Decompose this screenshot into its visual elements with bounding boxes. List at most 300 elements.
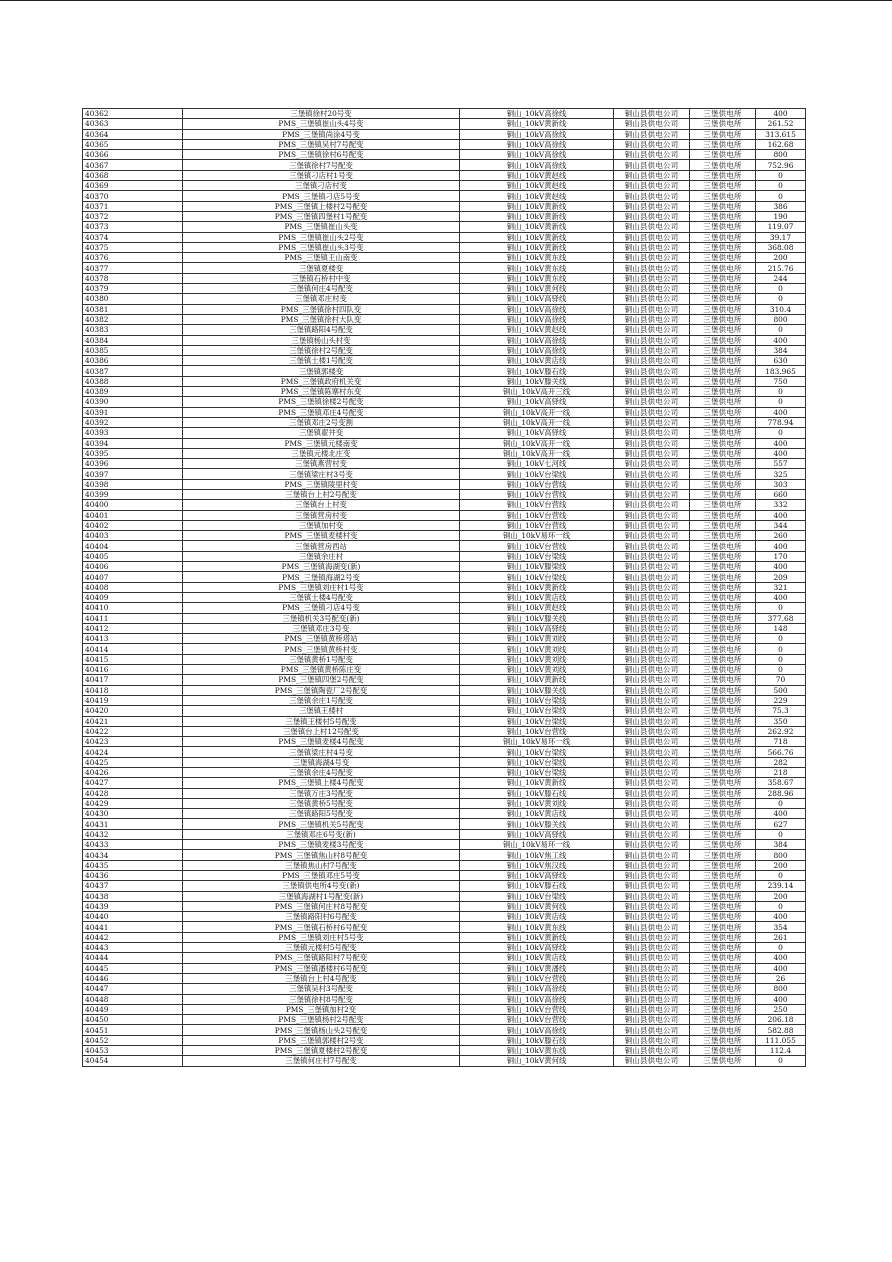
- feeder-line-cell: 铜山_10kV台营线: [460, 510, 614, 520]
- company-cell: 铜山县供电公司: [614, 428, 690, 438]
- row-id-cell: 40381: [83, 304, 183, 314]
- feeder-line-cell: 铜山_10kV黄赵线: [460, 603, 614, 613]
- transformer-name-cell: 三堡镇杨山头村变: [183, 335, 460, 345]
- table-row: [83, 747, 806, 757]
- capacity-value-cell: 400: [756, 592, 806, 602]
- company-cell: 铜山县供电公司: [614, 304, 690, 314]
- feeder-line-cell: 铜山_10kV高徐线: [460, 1025, 614, 1035]
- table-row: [83, 551, 806, 561]
- row-id-cell: 40389: [83, 387, 183, 397]
- company-cell: 铜山县供电公司: [614, 479, 690, 489]
- capacity-value-cell: 400: [756, 448, 806, 458]
- row-id-cell: 40397: [83, 469, 183, 479]
- company-cell: 铜山县供电公司: [614, 757, 690, 767]
- company-cell: 铜山县供电公司: [614, 685, 690, 695]
- feeder-line-cell: 铜山_10kV高徐线: [460, 304, 614, 314]
- table-row: [83, 850, 806, 860]
- row-id-cell: 40376: [83, 253, 183, 263]
- transformer-name-cell: PMS_三堡镇崔山头2号变: [183, 232, 460, 242]
- table-row: [83, 325, 806, 335]
- capacity-value-cell: 313.615: [756, 129, 806, 139]
- transformer-name-cell: PMS_三堡镇陈寨村东变: [183, 387, 460, 397]
- station-cell: 三堡供电所: [690, 376, 756, 386]
- feeder-line-cell: 铜山_10kV台梁线: [460, 551, 614, 561]
- station-cell: 三堡供电所: [690, 582, 756, 592]
- transformer-name-cell: PMS_三堡镇石桥村6号配变: [183, 922, 460, 932]
- station-cell: 三堡供电所: [690, 335, 756, 345]
- company-cell: 铜山县供电公司: [614, 891, 690, 901]
- company-cell: 铜山县供电公司: [614, 407, 690, 417]
- feeder-line-cell: 铜山_10kV高开一线: [460, 417, 614, 427]
- table-row: [83, 562, 806, 572]
- capacity-value-cell: 321: [756, 582, 806, 592]
- transformer-name-cell: PMS_三堡镇黄桥村变: [183, 644, 460, 654]
- company-cell: 铜山县供电公司: [614, 109, 690, 119]
- transformer-name-cell: PMS_三堡镇海湖变(新): [183, 562, 460, 572]
- capacity-value-cell: 148: [756, 623, 806, 633]
- transformer-name-cell: PMS_三堡镇路阳村7号配变: [183, 953, 460, 963]
- table-row: [83, 819, 806, 829]
- feeder-line-cell: 铜山_10kV高徐线: [460, 335, 614, 345]
- row-id-cell: 40416: [83, 665, 183, 675]
- company-cell: 铜山县供电公司: [614, 695, 690, 705]
- company-cell: 铜山县供电公司: [614, 345, 690, 355]
- station-cell: 三堡供电所: [690, 119, 756, 129]
- table-row: [83, 1056, 806, 1066]
- company-cell: 铜山县供电公司: [614, 232, 690, 242]
- row-id-cell: 40363: [83, 119, 183, 129]
- capacity-value-cell: 500: [756, 685, 806, 695]
- transformer-name-cell: 三堡镇黄桥1号配变: [183, 654, 460, 664]
- feeder-line-cell: 铜山_10kV黄何线: [460, 284, 614, 294]
- capacity-value-cell: 0: [756, 603, 806, 613]
- table-row: [83, 1035, 806, 1045]
- transformer-name-cell: 三堡镇供电所4号变(新): [183, 881, 460, 891]
- row-id-cell: 40444: [83, 953, 183, 963]
- table-row: [83, 675, 806, 685]
- company-cell: 铜山县供电公司: [614, 335, 690, 345]
- capacity-value-cell: 400: [756, 438, 806, 448]
- company-cell: 铜山县供电公司: [614, 489, 690, 499]
- row-id-cell: 40386: [83, 356, 183, 366]
- capacity-value-cell: 752.96: [756, 160, 806, 170]
- row-id-cell: 40372: [83, 211, 183, 221]
- capacity-value-cell: 377.68: [756, 613, 806, 623]
- transformer-name-cell: PMS_三堡镇刘庄村5号变: [183, 932, 460, 942]
- company-cell: 铜山县供电公司: [614, 541, 690, 551]
- feeder-line-cell: 铜山_10kV台营线: [460, 520, 614, 530]
- table-row: [83, 768, 806, 778]
- table-row: [83, 479, 806, 489]
- capacity-value-cell: 400: [756, 510, 806, 520]
- company-cell: 铜山县供电公司: [614, 551, 690, 561]
- feeder-line-cell: 铜山_10kV黄店线: [460, 592, 614, 602]
- capacity-value-cell: 111.055: [756, 1035, 806, 1045]
- station-cell: 三堡供电所: [690, 469, 756, 479]
- row-id-cell: 40375: [83, 242, 183, 252]
- transformer-name-cell: PMS_三堡镇上楼4号配变: [183, 778, 460, 788]
- capacity-value-cell: 582.88: [756, 1025, 806, 1035]
- capacity-value-cell: 215.76: [756, 263, 806, 273]
- feeder-line-cell: 铜山_10kV高徐线: [460, 160, 614, 170]
- feeder-line-cell: 铜山_10kV黄刘线: [460, 665, 614, 675]
- capacity-value-cell: 630: [756, 356, 806, 366]
- company-cell: 铜山县供电公司: [614, 634, 690, 644]
- row-id-cell: 40401: [83, 510, 183, 520]
- row-id-cell: 40383: [83, 325, 183, 335]
- station-cell: 三堡供电所: [690, 912, 756, 922]
- row-id-cell: 40405: [83, 551, 183, 561]
- transformer-name-cell: 三堡镇邓庄村变: [183, 294, 460, 304]
- row-id-cell: 40400: [83, 500, 183, 510]
- feeder-line-cell: 铜山_10kV黄新线: [460, 932, 614, 942]
- company-cell: 铜山县供电公司: [614, 973, 690, 983]
- company-cell: 铜山县供电公司: [614, 922, 690, 932]
- company-cell: 铜山县供电公司: [614, 191, 690, 201]
- feeder-line-cell: 铜山_10kV高徐线: [460, 984, 614, 994]
- table-row: [83, 623, 806, 633]
- row-id-cell: 40427: [83, 778, 183, 788]
- row-id-cell: 40412: [83, 623, 183, 633]
- row-id-cell: 40385: [83, 345, 183, 355]
- feeder-line-cell: 铜山_10kV滕梁线: [460, 562, 614, 572]
- transformer-name-cell: 三堡镇营房西站: [183, 541, 460, 551]
- transformer-name-cell: PMS_三堡镇政府机关变: [183, 376, 460, 386]
- transformer-name-cell: 三堡镇台上村4号配变: [183, 973, 460, 983]
- transformer-name-cell: 三堡镇梁庄村3号变: [183, 469, 460, 479]
- feeder-line-cell: 铜山_10kV黄新线: [460, 242, 614, 252]
- capacity-value-cell: 384: [756, 345, 806, 355]
- row-id-cell: 40437: [83, 881, 183, 891]
- transformer-name-cell: PMS_三堡镇杨山头2号配变: [183, 1025, 460, 1035]
- capacity-value-cell: 190: [756, 211, 806, 221]
- row-id-cell: 40362: [83, 109, 183, 119]
- company-cell: 铜山县供电公司: [614, 397, 690, 407]
- company-cell: 铜山县供电公司: [614, 881, 690, 891]
- company-cell: 铜山县供电公司: [614, 840, 690, 850]
- feeder-line-cell: 铜山_10kV黄店线: [460, 809, 614, 819]
- row-id-cell: 40439: [83, 901, 183, 911]
- capacity-value-cell: 778.94: [756, 417, 806, 427]
- row-id-cell: 40438: [83, 891, 183, 901]
- capacity-value-cell: 332: [756, 500, 806, 510]
- station-cell: 三堡供电所: [690, 479, 756, 489]
- capacity-value-cell: 261: [756, 932, 806, 942]
- station-cell: 三堡供电所: [690, 757, 756, 767]
- station-cell: 三堡供电所: [690, 541, 756, 551]
- station-cell: 三堡供电所: [690, 665, 756, 675]
- table-row: [83, 448, 806, 458]
- company-cell: 铜山县供电公司: [614, 263, 690, 273]
- capacity-value-cell: 0: [756, 181, 806, 191]
- company-cell: 铜山县供电公司: [614, 520, 690, 530]
- row-id-cell: 40408: [83, 582, 183, 592]
- feeder-line-cell: 铜山_10kV黄赵线: [460, 170, 614, 180]
- table-row: [83, 1046, 806, 1056]
- row-id-cell: 40411: [83, 613, 183, 623]
- capacity-value-cell: 262.92: [756, 726, 806, 736]
- feeder-line-cell: 铜山_10kV黄店线: [460, 953, 614, 963]
- company-cell: 铜山县供电公司: [614, 242, 690, 252]
- station-cell: 三堡供电所: [690, 263, 756, 273]
- company-cell: 铜山县供电公司: [614, 284, 690, 294]
- company-cell: 铜山县供电公司: [614, 417, 690, 427]
- company-cell: 铜山县供电公司: [614, 314, 690, 324]
- capacity-value-cell: 400: [756, 109, 806, 119]
- table-row: [83, 531, 806, 541]
- company-cell: 铜山县供电公司: [614, 253, 690, 263]
- feeder-line-cell: 铜山_10kV高徐线: [460, 150, 614, 160]
- company-cell: 铜山县供电公司: [614, 1056, 690, 1066]
- transformer-name-cell: 三堡镇万庄3号配变: [183, 788, 460, 798]
- station-cell: 三堡供电所: [690, 356, 756, 366]
- capacity-value-cell: 800: [756, 314, 806, 324]
- capacity-value-cell: 0: [756, 644, 806, 654]
- company-cell: 铜山县供电公司: [614, 665, 690, 675]
- station-cell: 三堡供电所: [690, 819, 756, 829]
- row-id-cell: 40410: [83, 603, 183, 613]
- station-cell: 三堡供电所: [690, 891, 756, 901]
- company-cell: 铜山县供电公司: [614, 366, 690, 376]
- feeder-line-cell: 铜山_10kV黄刘线: [460, 798, 614, 808]
- transformer-name-cell: 三堡镇何庄4号配变: [183, 284, 460, 294]
- transformer-name-cell: 三堡镇王楼村5号配变: [183, 716, 460, 726]
- feeder-line-cell: 铜山_10kV滕石线: [460, 788, 614, 798]
- feeder-line-cell: 铜山_10kV台营线: [460, 1004, 614, 1014]
- table-row: [83, 304, 806, 314]
- row-id-cell: 40436: [83, 870, 183, 880]
- table-row: [83, 943, 806, 953]
- feeder-line-cell: 铜山_10kV高开三线: [460, 387, 614, 397]
- table-row: [83, 150, 806, 160]
- station-cell: 三堡供电所: [690, 747, 756, 757]
- capacity-value-cell: 0: [756, 170, 806, 180]
- transformer-name-cell: PMS_三堡镇杨村2号配变: [183, 1015, 460, 1025]
- feeder-line-cell: 铜山_10kV高徐线: [460, 345, 614, 355]
- transformer-name-cell: 三堡镇路阳4号配变: [183, 325, 460, 335]
- table-row: [83, 181, 806, 191]
- row-id-cell: 40435: [83, 860, 183, 870]
- station-cell: 三堡供电所: [690, 345, 756, 355]
- station-cell: 三堡供电所: [690, 850, 756, 860]
- transformer-name-cell: 三堡镇台上村12号配变: [183, 726, 460, 736]
- transformer-name-cell: PMS_三堡镇徐村大队变: [183, 314, 460, 324]
- capacity-value-cell: 218: [756, 768, 806, 778]
- table-row: [83, 541, 806, 551]
- feeder-line-cell: 铜山_10kV黄新线: [460, 119, 614, 129]
- transformer-name-cell: 三堡镇刁店村变: [183, 181, 460, 191]
- company-cell: 铜山县供电公司: [614, 510, 690, 520]
- company-cell: 铜山县供电公司: [614, 953, 690, 963]
- company-cell: 铜山县供电公司: [614, 850, 690, 860]
- capacity-value-cell: 400: [756, 994, 806, 1004]
- station-cell: 三堡供电所: [690, 489, 756, 499]
- capacity-value-cell: 0: [756, 829, 806, 839]
- transformer-name-cell: 三堡镇余庄1号配变: [183, 695, 460, 705]
- company-cell: 铜山县供电公司: [614, 211, 690, 221]
- row-id-cell: 40390: [83, 397, 183, 407]
- station-cell: 三堡供电所: [690, 520, 756, 530]
- company-cell: 铜山县供电公司: [614, 809, 690, 819]
- station-cell: 三堡供电所: [690, 1025, 756, 1035]
- station-cell: 三堡供电所: [690, 459, 756, 469]
- capacity-value-cell: 0: [756, 654, 806, 664]
- feeder-line-cell: 铜山_10kV焦汉线: [460, 860, 614, 870]
- transformer-name-cell: 三堡镇王楼村: [183, 706, 460, 716]
- capacity-value-cell: 0: [756, 798, 806, 808]
- station-cell: 三堡供电所: [690, 1015, 756, 1025]
- table-row: [83, 242, 806, 252]
- table-row: [83, 922, 806, 932]
- row-id-cell: 40428: [83, 788, 183, 798]
- transformer-name-cell: PMS_三堡镇刁店5号变: [183, 191, 460, 201]
- station-cell: 三堡供电所: [690, 881, 756, 891]
- company-cell: 铜山县供电公司: [614, 119, 690, 129]
- capacity-value-cell: 0: [756, 943, 806, 953]
- feeder-line-cell: 铜山_10kV黄赵线: [460, 191, 614, 201]
- station-cell: 三堡供电所: [690, 809, 756, 819]
- table-row: [83, 973, 806, 983]
- row-id-cell: 40430: [83, 809, 183, 819]
- station-cell: 三堡供电所: [690, 716, 756, 726]
- transformer-name-cell: PMS_三堡镇元楼南变: [183, 438, 460, 448]
- feeder-line-cell: 铜山_10kV台营线: [460, 479, 614, 489]
- capacity-value-cell: 750: [756, 376, 806, 386]
- table-row: [83, 139, 806, 149]
- capacity-value-cell: 0: [756, 870, 806, 880]
- row-id-cell: 40429: [83, 798, 183, 808]
- row-id-cell: 40450: [83, 1015, 183, 1025]
- feeder-line-cell: 铜山_10kV台营线: [460, 489, 614, 499]
- company-cell: 铜山县供电公司: [614, 201, 690, 211]
- row-id-cell: 40373: [83, 222, 183, 232]
- feeder-line-cell: 铜山_10kV黄何线: [460, 1056, 614, 1066]
- row-id-cell: 40404: [83, 541, 183, 551]
- transformer-name-cell: 三堡镇台上村变: [183, 500, 460, 510]
- company-cell: 铜山县供电公司: [614, 448, 690, 458]
- transformer-name-cell: PMS_三堡镇四堡2号配变: [183, 675, 460, 685]
- table-row: [83, 881, 806, 891]
- row-id-cell: 40446: [83, 973, 183, 983]
- row-id-cell: 40392: [83, 417, 183, 427]
- station-cell: 三堡供电所: [690, 397, 756, 407]
- station-cell: 三堡供电所: [690, 644, 756, 654]
- feeder-line-cell: 铜山_10kV黄新线: [460, 582, 614, 592]
- company-cell: 铜山县供电公司: [614, 356, 690, 366]
- feeder-line-cell: 铜山_10kV易环一线: [460, 737, 614, 747]
- table-row: [83, 211, 806, 221]
- station-cell: 三堡供电所: [690, 963, 756, 973]
- capacity-value-cell: 354: [756, 922, 806, 932]
- table-row: [83, 356, 806, 366]
- company-cell: 铜山县供电公司: [614, 273, 690, 283]
- company-cell: 铜山县供电公司: [614, 829, 690, 839]
- station-cell: 三堡供电所: [690, 675, 756, 685]
- station-cell: 三堡供电所: [690, 109, 756, 119]
- station-cell: 三堡供电所: [690, 500, 756, 510]
- feeder-line-cell: 铜山_10kV台梁线: [460, 469, 614, 479]
- capacity-value-cell: 206.18: [756, 1015, 806, 1025]
- capacity-value-cell: 244: [756, 273, 806, 283]
- station-cell: 三堡供电所: [690, 932, 756, 942]
- feeder-line-cell: 铜山_10kV高徐线: [460, 129, 614, 139]
- feeder-line-cell: 铜山_10kV高驿线: [460, 294, 614, 304]
- row-id-cell: 40391: [83, 407, 183, 417]
- capacity-value-cell: 0: [756, 325, 806, 335]
- table-row: [83, 757, 806, 767]
- transformer-name-cell: 三堡镇机关3号配变(新): [183, 613, 460, 623]
- station-cell: 三堡供电所: [690, 253, 756, 263]
- feeder-line-cell: 铜山_10kV黄新线: [460, 232, 614, 242]
- station-cell: 三堡供电所: [690, 603, 756, 613]
- feeder-line-cell: 铜山_10kV黄潘线: [460, 963, 614, 973]
- transformer-name-cell: 三堡镇土楼1号配变: [183, 356, 460, 366]
- row-id-cell: 40454: [83, 1056, 183, 1066]
- feeder-line-cell: 铜山_10kV滕石线: [460, 1035, 614, 1045]
- table-row: [83, 294, 806, 304]
- capacity-value-cell: 344: [756, 520, 806, 530]
- capacity-value-cell: 260: [756, 531, 806, 541]
- row-id-cell: 40388: [83, 376, 183, 386]
- company-cell: 铜山县供电公司: [614, 562, 690, 572]
- station-cell: 三堡供电所: [690, 973, 756, 983]
- feeder-line-cell: 铜山_10kV黄东线: [460, 922, 614, 932]
- table-row: [83, 520, 806, 530]
- row-id-cell: 40393: [83, 428, 183, 438]
- feeder-line-cell: 铜山_10kV高开一线: [460, 407, 614, 417]
- row-id-cell: 40447: [83, 984, 183, 994]
- station-cell: 三堡供电所: [690, 222, 756, 232]
- station-cell: 三堡供电所: [690, 170, 756, 180]
- table-row: [83, 840, 806, 850]
- company-cell: 铜山县供电公司: [614, 170, 690, 180]
- row-id-cell: 40418: [83, 685, 183, 695]
- row-id-cell: 40413: [83, 634, 183, 644]
- capacity-value-cell: 400: [756, 335, 806, 345]
- feeder-line-cell: 铜山_10kV滕石线: [460, 881, 614, 891]
- capacity-value-cell: 70: [756, 675, 806, 685]
- feeder-line-cell: 铜山_10kV黄东线: [460, 253, 614, 263]
- table-row: [83, 860, 806, 870]
- row-id-cell: 40369: [83, 181, 183, 191]
- capacity-value-cell: 209: [756, 572, 806, 582]
- company-cell: 铜山县供电公司: [614, 1004, 690, 1014]
- row-id-cell: 40449: [83, 1004, 183, 1014]
- capacity-value-cell: 26: [756, 973, 806, 983]
- transformer-name-cell: 三堡镇徐村8号配变: [183, 994, 460, 1004]
- station-cell: 三堡供电所: [690, 592, 756, 602]
- company-cell: 铜山县供电公司: [614, 387, 690, 397]
- table-row: [83, 706, 806, 716]
- row-id-cell: 40414: [83, 644, 183, 654]
- feeder-line-cell: 铜山_10kV台梁线: [460, 716, 614, 726]
- row-id-cell: 40384: [83, 335, 183, 345]
- table-row: [83, 984, 806, 994]
- station-cell: 三堡供电所: [690, 562, 756, 572]
- transformer-name-cell: 三堡镇邓庄2号变割: [183, 417, 460, 427]
- feeder-line-cell: 铜山_10kV黄东线: [460, 273, 614, 283]
- company-cell: 铜山县供电公司: [614, 500, 690, 510]
- company-cell: 铜山县供电公司: [614, 778, 690, 788]
- table-row: [83, 798, 806, 808]
- station-cell: 三堡供电所: [690, 994, 756, 1004]
- table-row: [83, 397, 806, 407]
- feeder-line-cell: 铜山_10kV焦工线: [460, 850, 614, 860]
- company-cell: 铜山县供电公司: [614, 150, 690, 160]
- table-row: [83, 912, 806, 922]
- feeder-line-cell: 铜山_10kV高徐线: [460, 314, 614, 324]
- company-cell: 铜山县供电公司: [614, 644, 690, 654]
